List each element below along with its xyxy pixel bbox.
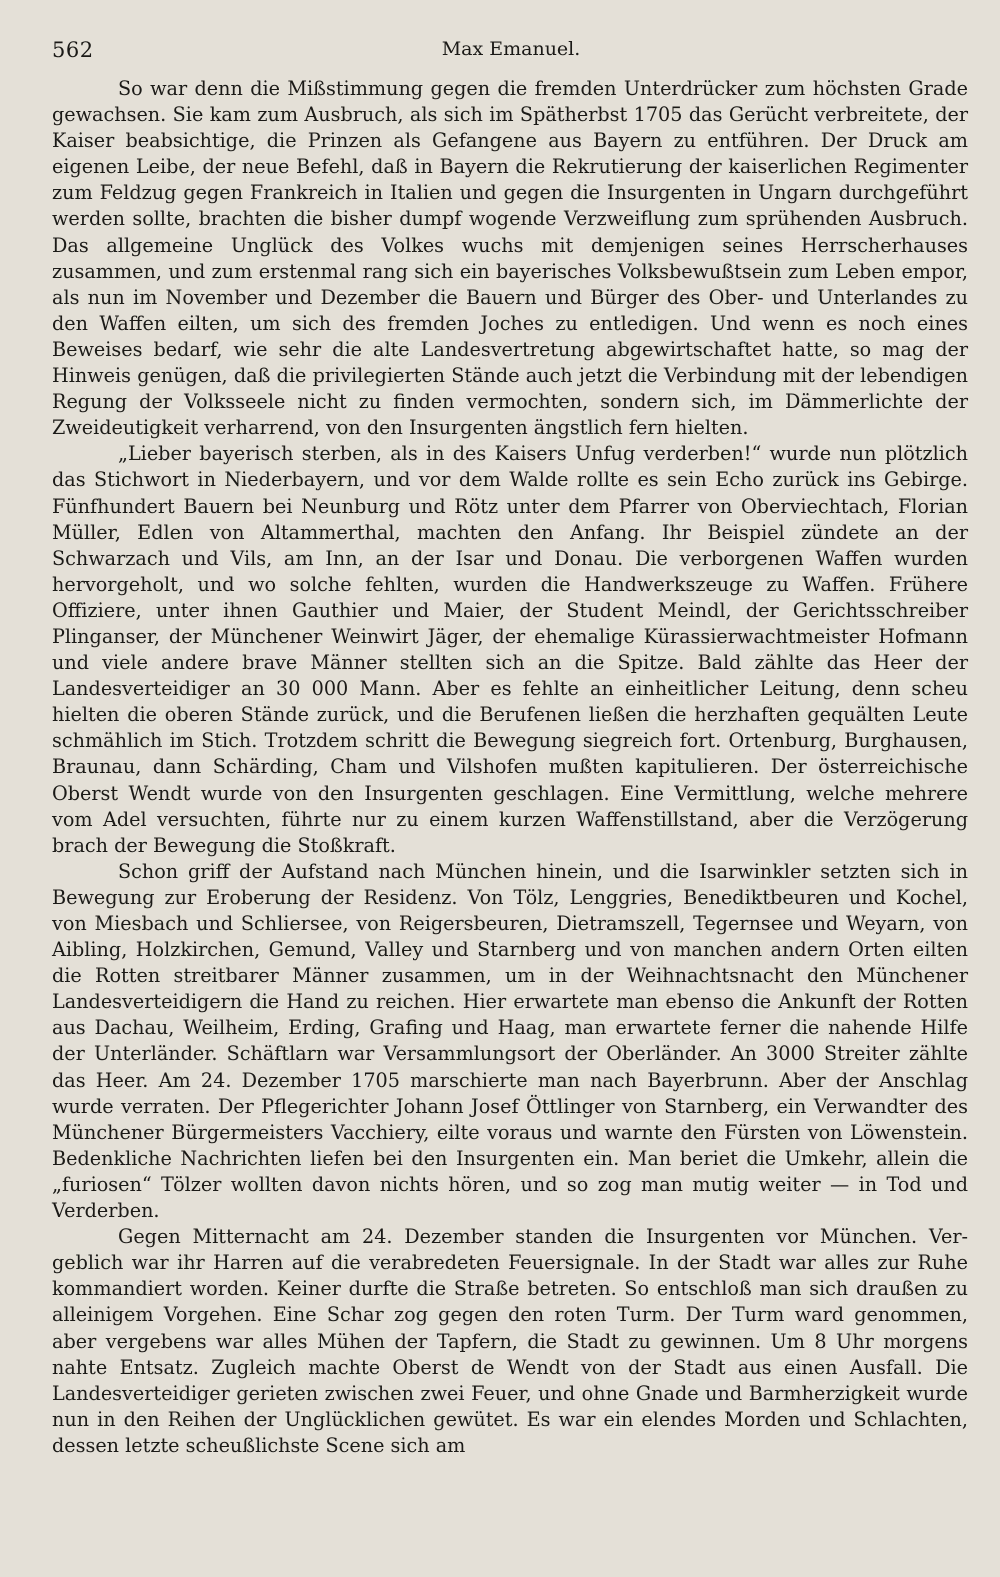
paragraph: So war denn die Mißstimmung gegen die fremden Unterdrücker zum höchsten Grade gewachsen. Sie kam zum Ausbruch, als sich im Spätherbst 1705 das Gerücht verbreitete, der Kaiser beabsichtige, die Prinzen als Gefangene aus Bayern zu entführen. Der Druck am eigenen Leibe, der neue Befehl, daß in Bayern die Rekrutierung der kaiserlichen Regimenter zum Feldzug gegen Frankreich in Italien und gegen die Insurgenten in Ungarn durchgeführt werden sollte, brachten die bisher dumpf wogende Verzweiflung zum sprühenden Ausbruch. Das allgemeine Unglück des Volkes wuchs mit demjenigen seines Herrscherhauses zusammen, und zum erstenmal rang sich ein bayerisches Volksbewußtsein zum Leben empor, als nun im November und Dezember die Bauern und Bürger des Ober- und Unterlandes zu den Waffen eilten, um sich des fremden Joches zu entledigen. Und wenn es noch eines Beweises bedarf, wie sehr die alte Landesvertretung abgewirtschaftet hatte, so mag der Hinweis genügen, daß die privilegierten Stände auch jetzt die Verbindung mit der lebendigen Regung der Volksseele nicht zu finden vermochten, sondern sich, im Dämmerlichte der Zweideutigkeit verharrend, von den Insurgenten ängstlich fern hielten. xyxy=(52,77,968,440)
page-number: 562 xyxy=(52,38,94,62)
body-text xyxy=(52,76,968,1459)
running-head xyxy=(52,34,970,68)
paragraph: Schon griff der Aufstand nach München hinein, und die Isarwinkler setzten sich in Bewegung zur Eroberung der Residenz. Von Tölz, Lenggries, Benediktbeuren und Kochel, von Miesbach und Schliersee, von Reigersbeuren, Dietramszell, Tegernsee und Weyarn, von Aibling, Holzkirchen, Gemund, Valley und Starnberg und von manchen andern Orten eilten die Rotten streitbarer Männer zusammen, um in der Weihnachtsnacht den Münchener Landesverteidigern die Hand zu reichen. Hier erwartete man ebenso die Ankunft der Rotten aus Dachau, Weilheim, Erding, Grafing und Haag, man erwartete ferner die nahende Hilfe der Unterländer. Schäftlarn war Versammlungsort der Oberländer. An 3000 Streiter zählte das Heer. Am 24. Dezember 1705 marschierte man nach Bayerbrunn. Aber der Anschlag wurde verraten. Der Pflegerichter Johann Josef Öttlinger von Starnberg, ein Verwandter des Münchener Bürgermeisters Vacchiery, eilte voraus und warnte den Fürsten von Löwenstein. Bedenkliche Nachrichten liefen bei den Insurgenten ein. Man beriet die Umkehr, allein die „furiosen“ Tölzer wollten davon nichts hören, und so zog man mutig weiter — in Tod und Verderben. xyxy=(52,859,968,1223)
paragraph: Gegen Mitternacht am 24. Dezember standen die Insurgenten vor München. Vergeblich war ihr Harren auf die verabredeten Feuersignale. In der Stadt war alles zur Ruhe kommandiert worden. Keiner durfte die Straße betreten. So entschloß man sich draußen zu alleinigem Vorgehen. Eine Schar zog gegen den roten Turm. Der Turm ward genommen, aber vergebens war alles Mühen der Tapfern, die Stadt zu gewinnen. Um 8 Uhr morgens nahte Entsatz. Zugleich machte Oberst de Wendt von der Stadt aus einen Ausfall. Die Landesverteidiger gerieten zwischen zwei Feuer, und ohne Gnade und Barmherzigkeit wurde nun in den Reihen der Unglücklichen gewütet. Es war ein elendes Morden und Schlachten, dessen letzte scheußlichste Scene sich am xyxy=(52,1225,968,1457)
paragraph: „Lieber bayerisch sterben, als in des Kaisers Unfug verderben!“ wurde nun plötzlich das Stichwort in Niederbayern, und vor dem Walde rollte es sein Echo zurück ins Gebirge. Fünfhundert Bauern bei Neunburg und Rötz unter dem Pfarrer von Oberviechtach, Florian Müller, Edlen von Altammerthal, machten den Anfang. Ihr Beispiel zündete an der Schwarzach und Vils, am Inn, an der Isar und Donau. Die verborgenen Waffen wurden hervorgeholt, und wo solche fehlten, wurden die Handwerkszeuge zu Waffen. Frühere Offiziere, unter ihnen Gauthier und Maier, der Student Meindl, der Gerichtsschreiber Plinganser, der Münchener Weinwirt Jäger, der ehemalige Kürassierwachtmeister Hofmann und viele andere brave Männer stellten sich an die Spitze. Bald zählte das Heer der Landesverteidiger an 30 000 Mann. Aber es fehlte an einheitlicher Leitung, denn scheu hielten die oberen Stände zurück, und die Berufenen ließen die herzhaften gequälten Leute schmählich im Stich. Trotzdem schritt die Bewegung siegreich fort. Ortenburg, Burghausen, Braunau, dann Schärding, Cham und Vilshofen mußten kapitulieren. Der österreichische Oberst Wendt wurde von den Insurgenten geschlagen. Eine Vermittlung, welche mehrere vom Adel versuchten, führte nur zu einem kurzen Waffenstillstand, aber die Verzögerung brach der Bewegung die Stoßkraft. xyxy=(52,442,968,857)
running-title: Max Emanuel. xyxy=(441,38,581,60)
